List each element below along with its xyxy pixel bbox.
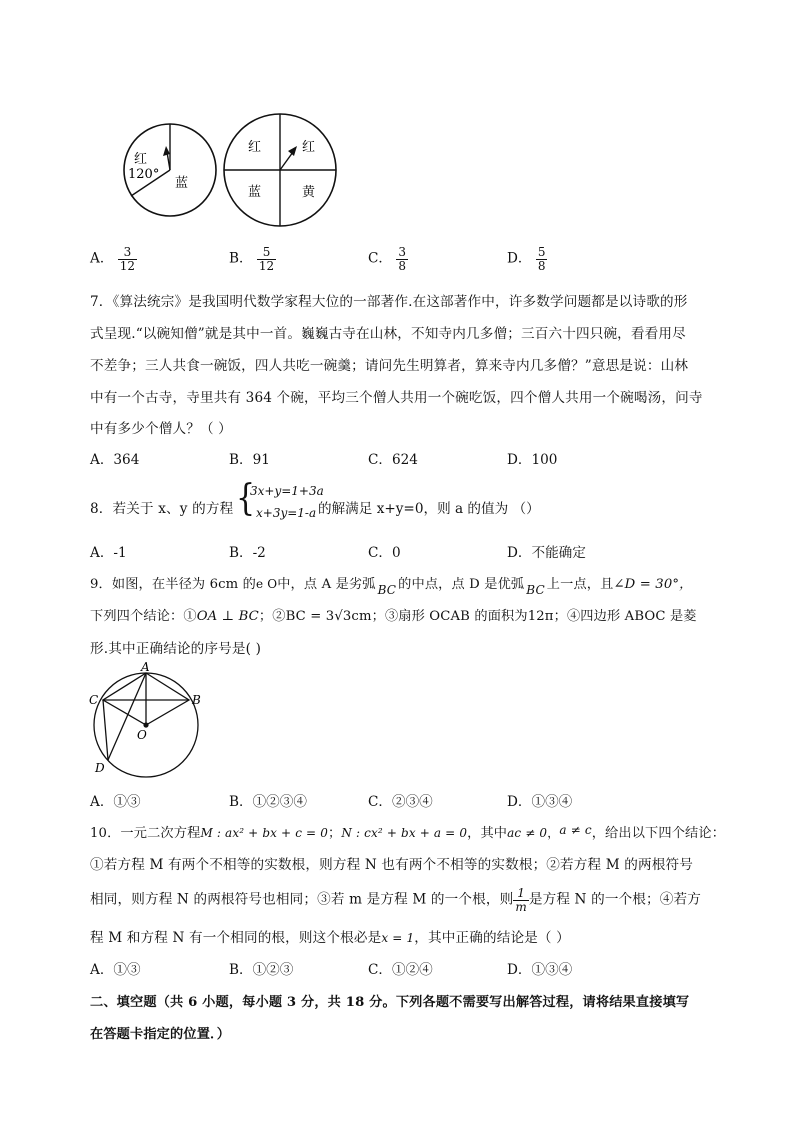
- q9-conclusion-1: OA ⊥ BC: [196, 609, 259, 624]
- q7-option-c: C．624: [368, 452, 418, 468]
- q7-line-2: 式呈现.“以碗知僧”就是其中一首。巍巍古寺在山林，不知寺内几多僧；三百六十四只碗，看看用尽: [90, 326, 686, 342]
- q10-condition-ac: ac ≠ 0: [507, 826, 548, 840]
- q6-option-b: [229, 246, 276, 272]
- q7-option-b: B．91: [229, 452, 270, 468]
- q10-line-3-a: 相同，则方程 N 的两根符号也相同；③若 m 是方程 M 的一个根，则: [90, 891, 514, 908]
- q6-option-c-label: C．: [368, 250, 392, 267]
- q8-equation-2: x+3y=1-a: [256, 506, 317, 520]
- section2-heading-line-2: 在答题卡指定的位置．）: [90, 1027, 231, 1042]
- right-spinner-pointer: [280, 152, 293, 170]
- q9-label-c: C: [89, 693, 99, 707]
- q10-line-4-a: 程 M 和方程 N 有一个相同的根，则这个根必是: [90, 930, 382, 946]
- q9-line-1-d: 上一点，且: [546, 577, 614, 592]
- q9-line-2-b: ；②BC = 3√3cm；③扇形 OCAB 的面积为12π；④四边形 ABOC 是菱: [258, 609, 697, 624]
- q6-option-a: [90, 246, 137, 272]
- q9-option-a: A．①③: [90, 794, 141, 810]
- q6-option-b-fraction: $\frac{5}{12}$: [258, 245, 275, 273]
- q9-line-1-a: 9．如图，在半径为 6cm 的: [90, 577, 256, 592]
- q10-equation-n: N : cx² + bx + a = 0: [341, 826, 468, 840]
- q9-line-2: [90, 605, 697, 624]
- q9-line-1: [90, 573, 692, 597]
- q8-option-a: A．-1: [90, 545, 127, 561]
- q6-option-d-label: D．: [507, 250, 532, 267]
- q10-line-1-b: ，其中: [467, 826, 508, 841]
- left-label-angle: 120°: [128, 167, 160, 182]
- q8-prefix: 8．若关于 x、y 的方程: [90, 501, 234, 517]
- q9-label-a: A: [141, 660, 150, 674]
- q10-condition-a-neq-c: a ≠ c: [559, 823, 592, 837]
- q7-option-d: D．100: [507, 452, 558, 468]
- q9-chord-dc: [103, 700, 108, 760]
- q10-option-c: C．①②④: [368, 962, 433, 978]
- q7-line-1: 7．《算法统宗》是我国明代数学家程大位的一部著作.在这部著作中，许多数学问题都是以诗歌的形: [90, 294, 688, 310]
- q7-line-5: 中有多少个僧人？（ ）: [90, 421, 232, 437]
- q10-line-1-a: 10．一元二次方程: [90, 826, 201, 841]
- q9-line-2-a: 下列四个结论：①: [90, 609, 197, 624]
- q10-line-1: 10．一元二次方程M : ax² + bx + c = 0；N : cx² + bx + a = 0，其中ac ≠ 0，a ≠ c，给出以下四个结论：: [90, 823, 726, 841]
- q8-suffix: 的解满足 x+y=0，则 a 的值为 （）: [318, 501, 540, 517]
- q9-option-b: B．①②③④: [229, 794, 307, 810]
- q8-option-d: D．不能确定: [507, 545, 586, 561]
- q9-line-1-c: 的中点，点 D 是优弧: [398, 577, 525, 592]
- q8-option-b: B．-2: [229, 545, 266, 561]
- q9-angle-d: ∠D = 30°，: [613, 577, 693, 592]
- q6-option-a-label: A．: [90, 250, 114, 267]
- left-label-red: 红: [134, 152, 148, 167]
- q10-line-2: ①若方程 M 有两个不相等的实数根，则方程 N 也有两个不相等的实数根；②若方程 M 的两根符号: [90, 857, 694, 873]
- q10-option-b: B．①②③: [229, 962, 294, 978]
- q6-option-b-label: B．: [229, 250, 253, 267]
- q9-chord-da: [108, 673, 146, 760]
- q10-fraction-1-over-m: $\frac{1}{m}$: [515, 886, 527, 914]
- q8-option-c: C．0: [368, 545, 401, 561]
- q9-label-o: O: [137, 728, 147, 742]
- q9-label-d: D: [95, 761, 105, 775]
- q6-option-c-fraction: $\frac{3}{8}$: [398, 245, 406, 273]
- q9-arc-minor: BC: [377, 583, 397, 597]
- left-label-blue: 蓝: [175, 176, 189, 191]
- q7-line-3: 不差争；三人共食一碗饭，四人共吃一碗羹；请问先生明算者，算来寺内几多僧？”意思是说：山林: [90, 358, 689, 374]
- q9-circle-symbol: e O: [256, 577, 278, 591]
- q6-option-c: [368, 246, 408, 272]
- q10-line-1-c: ，给出以下四个结论：: [591, 826, 726, 841]
- q6-option-d-fraction: $\frac{5}{8}$: [537, 245, 546, 273]
- q10-line-4-b: ，其中正确的结论是（ ）: [414, 930, 570, 946]
- q8-equation-1: 3x+y=1+3a: [250, 484, 324, 498]
- section2-heading-line-1: 二、填空题（共 6 小题，每小题 3 分，共 18 分。下列各题不需要写出解答过程，请将结果直接填写: [90, 995, 690, 1010]
- right-label-tl: 红: [248, 140, 262, 155]
- q9-option-d: D．①③④: [507, 794, 573, 810]
- spinner-figures: [110, 112, 350, 232]
- q8-brace: {: [236, 477, 256, 520]
- q9-label-b: B: [192, 693, 201, 707]
- q9-line-1-b: 中，点 A 是劣弧: [277, 577, 376, 592]
- q10-separator: ；: [328, 826, 342, 841]
- q6-option-a-fraction: $\frac{3}{12}$: [119, 245, 136, 273]
- right-label-br: 黄: [302, 185, 316, 200]
- q6-option-d: [507, 246, 547, 272]
- right-label-tr: 红: [302, 140, 316, 155]
- q9-circle-figure: [86, 660, 216, 780]
- q9-option-c: C．②③④: [368, 794, 433, 810]
- q10-option-d: D．①③④: [507, 962, 573, 978]
- right-spinner-arrowhead: [288, 146, 297, 156]
- right-label-bl: 蓝: [248, 185, 262, 200]
- q7-option-a: A．364: [90, 452, 140, 468]
- q9-arc-major: BC: [526, 583, 545, 597]
- q10-line-4: [90, 926, 570, 946]
- q7-line-4: 中有一个古寺，寺里共有 364 个碗，平均三个僧人共用一个碗吃饭，四个僧人共用一个碗喝汤，问寺: [90, 390, 703, 406]
- q10-line-3: [90, 887, 701, 913]
- left-spinner-arrowhead: [163, 146, 170, 156]
- q9-center-dot: [143, 722, 148, 727]
- q10-equation-m: M : ax² + bx + c = 0: [200, 826, 328, 840]
- q10-option-a: A．①③: [90, 962, 141, 978]
- q10-line-3-b: 是方程 N 的一个根；④若方: [528, 891, 702, 908]
- q9-line-3: 形.其中正确结论的序号是( ): [90, 641, 262, 657]
- q10-root: x = 1: [381, 931, 415, 945]
